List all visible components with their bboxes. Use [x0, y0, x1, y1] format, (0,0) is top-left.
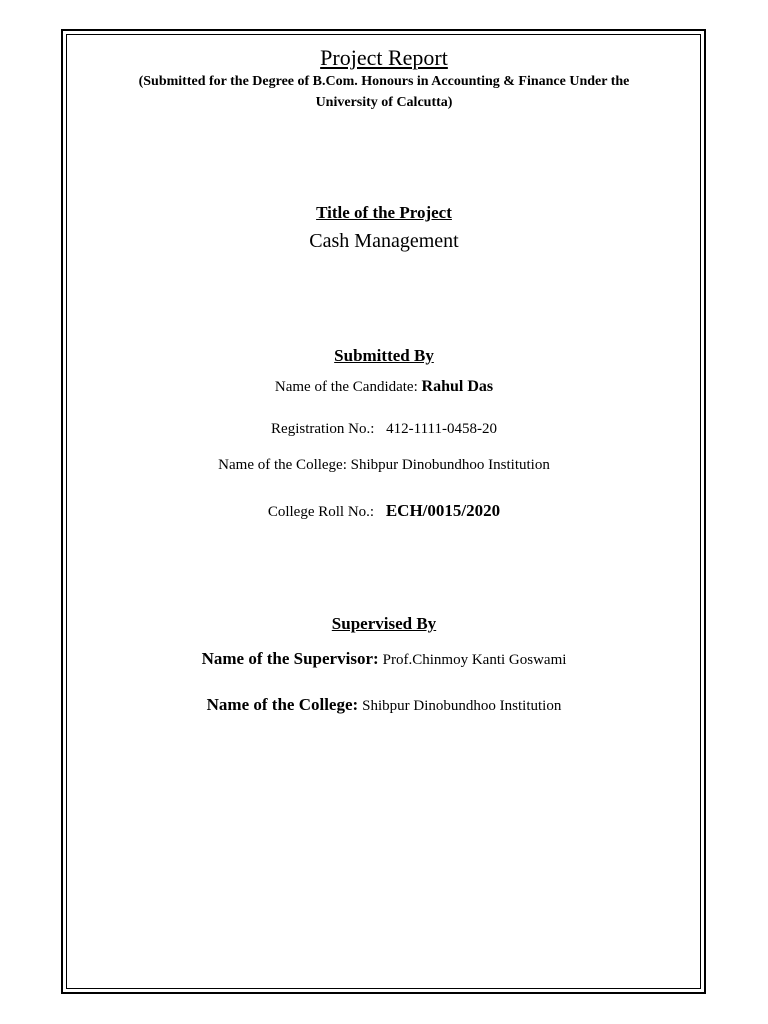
supervisor-label: Name of the Supervisor: — [201, 649, 379, 668]
report-title: Project Report — [320, 45, 448, 70]
registration-label: Registration No.: — [271, 421, 375, 437]
supervisor-row — [0, 649, 768, 669]
project-name: Cash Management — [309, 230, 459, 252]
supervisor-value: Prof.Chinmoy Kanti Goswami — [382, 652, 567, 668]
registration-row — [0, 421, 768, 438]
project-title-heading: Title of the Project — [316, 203, 452, 222]
candidate-value: Rahul Das — [421, 378, 494, 395]
college-label: Name of the College: — [218, 457, 347, 473]
college-value: Shibpur Dinobundhoo Institution — [350, 457, 550, 473]
supervisor-college-value: Shibpur Dinobundhoo Institution — [362, 698, 562, 714]
candidate-row — [0, 378, 768, 396]
supervisor-college-row — [0, 695, 768, 715]
submitted-by-heading: Submitted By — [334, 346, 434, 365]
supervised-by-heading: Supervised By — [331, 614, 437, 633]
report-subtitle-line2: University of Calcutta) — [315, 95, 453, 110]
roll-value: ECH/0015/2020 — [385, 501, 501, 520]
roll-row — [0, 501, 768, 521]
college-row — [0, 457, 768, 474]
roll-label: College Roll No.: — [267, 504, 375, 520]
report-subtitle-line1: (Submitted for the Degree of B.Com. Honours in Accounting & Finance Under the — [138, 74, 630, 89]
registration-value: 412-1111-0458-20 — [386, 421, 497, 437]
candidate-label: Name of the Candidate: — [274, 379, 418, 395]
supervisor-college-label: Name of the College: — [206, 695, 359, 714]
